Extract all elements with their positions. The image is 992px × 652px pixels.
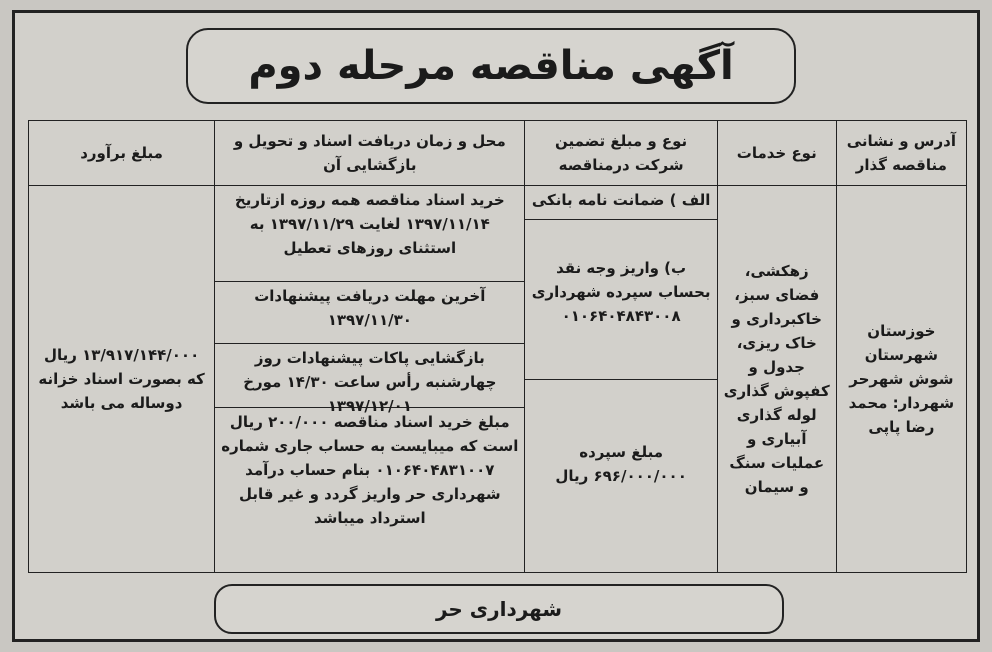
documents-deadline: آخرین مهلت دریافت پیشنهادات ۱۳۹۷/۱۱/۳۰ (215, 282, 524, 344)
guarantee-option-a: الف ) ضمانت نامه بانکی (525, 186, 716, 220)
issuer-banner: شهرداری حر (214, 584, 784, 634)
documents-purchase: خرید اسناد مناقصه همه روزه ازتاریخ ۱۳۹۷/۱۱/۱۴ لغایت ۱۳۹۷/۱۱/۲۹ به استثنای روزهای تعطیل (215, 186, 524, 282)
guarantee-cell (525, 186, 717, 573)
documents-cell (215, 186, 525, 573)
documents-opening: بازگشایی پاکات پیشنهادات روز چهارشنبه رأس ساعت ۱۴/۳۰ مورخ ۱۳۹۷/۱۲/۰۱ (215, 344, 524, 408)
guarantee-option-b: ب) واریز وجه نقد بحساب سپرده شهرداری ۰۱۰۶۴۰۴۸۴۳۰۰۸ (525, 220, 716, 380)
deposit-block (525, 380, 716, 572)
header-documents: محل و زمان دریافت اسناد و تحویل و بازگشایی آن (215, 121, 525, 186)
header-address: آدرس و نشانی مناقصه گذار (836, 121, 966, 186)
estimate-note: که بصورت اسناد خزانه دوساله می باشد (38, 370, 205, 412)
header-guarantee: نوع و مبلغ تضمین شرکت درمناقصه (525, 121, 717, 186)
notice-title: آگهی مناقصه مرحله دوم (186, 28, 796, 104)
documents-fee: مبلغ خرید اسناد مناقصه ۲۰۰/۰۰۰ ریال است که میبایست به حساب جاری شماره ۰۱۰۶۴۰۴۸۳۱۰۰۷ بنام حساب درآمد شهرداری حر واریز گردد و غیر قابل استرداد میباشد (221, 413, 519, 527)
estimate-amount: ۱۳/۹۱۷/۱۴۴/۰۰۰ ریال (43, 346, 200, 364)
deposit-label: مبلغ سپرده (579, 443, 663, 461)
tender-table (28, 120, 967, 573)
header-estimate: مبلغ برآورد (29, 121, 215, 186)
services-cell: زهکشی، فضای سبز، خاکبرداری و خاک ریزی، جدول و کفپوش گذاری لوله گذاری آبیاری و عملیات سنگ و سیمان (717, 186, 836, 573)
table-header-row (29, 121, 967, 186)
address-cell: خوزستان شهرستان شوش شهرحر شهردار: محمد رضا پاپی (836, 186, 966, 573)
header-services: نوع خدمات (717, 121, 836, 186)
estimate-cell (29, 186, 215, 573)
deposit-amount: ۶۹۶/۰۰۰/۰۰۰ ریال (555, 467, 687, 485)
table-body-row (29, 186, 967, 573)
